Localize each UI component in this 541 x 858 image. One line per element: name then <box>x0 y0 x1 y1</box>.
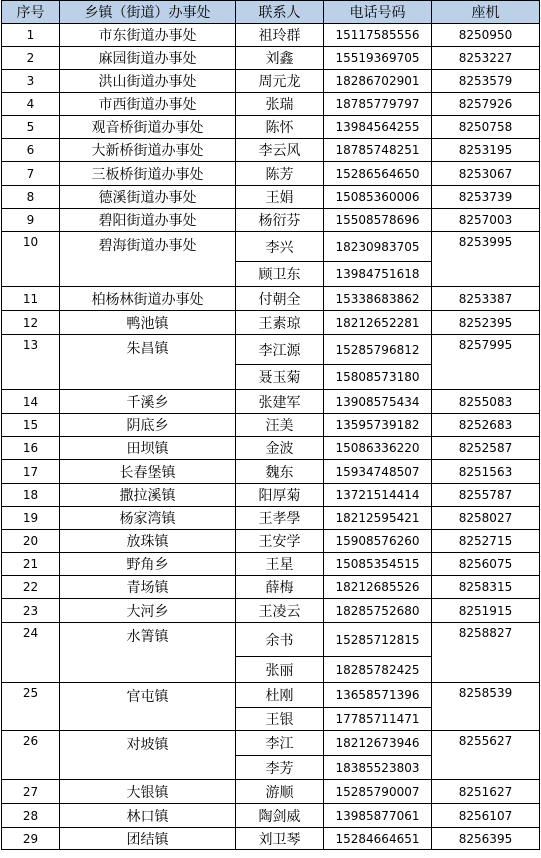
contact-phone: 18212673946 <box>324 731 432 756</box>
table-row <box>2 437 540 460</box>
contact-name: 顾卫东 <box>236 262 324 287</box>
office-name: 麻园街道办事处 <box>60 47 236 70</box>
contact-phone: 13985877061 <box>324 804 432 828</box>
office-name: 碧海街道办事处 <box>60 232 236 287</box>
table-row <box>2 70 540 93</box>
contact-name: 李江源 <box>236 335 324 365</box>
table-row <box>2 116 540 139</box>
office-name: 田坝镇 <box>60 437 236 460</box>
landline: 8250950 <box>432 24 540 47</box>
table-row <box>2 162 540 186</box>
table-row <box>2 507 540 530</box>
table-row <box>2 209 540 232</box>
contact-name: 阳厚菊 <box>236 484 324 507</box>
landline: 8251563 <box>432 460 540 484</box>
office-name: 鸭池镇 <box>60 311 236 335</box>
header-row <box>2 1 540 24</box>
landline: 8253995 <box>432 232 540 287</box>
row-number: 24 <box>2 623 60 683</box>
table-row <box>2 780 540 804</box>
contact-name: 李兴 <box>236 232 324 262</box>
contact-phone: 15117585556 <box>324 24 432 47</box>
office-name: 千溪乡 <box>60 390 236 414</box>
contact-phone: 13908575434 <box>324 390 432 414</box>
contact-name: 汪美 <box>236 414 324 437</box>
table-row <box>2 139 540 162</box>
office-name: 朱昌镇 <box>60 335 236 390</box>
contact-phone: 15085354515 <box>324 553 432 576</box>
row-number: 25 <box>2 683 60 731</box>
office-name: 观音桥街道办事处 <box>60 116 236 139</box>
contact-phone: 15519369705 <box>324 47 432 70</box>
row-number: 3 <box>2 70 60 93</box>
office-name: 撒拉溪镇 <box>60 484 236 507</box>
office-name: 对坡镇 <box>60 731 236 780</box>
table-row <box>2 804 540 828</box>
contact-name: 聂玉菊 <box>236 365 324 390</box>
contact-phone: 15285790007 <box>324 780 432 804</box>
landline: 8252683 <box>432 414 540 437</box>
contact-phone: 15286564650 <box>324 162 432 186</box>
contact-phone: 15285712815 <box>324 623 432 657</box>
office-name: 柏杨林街道办事处 <box>60 287 236 311</box>
table-row <box>2 599 540 623</box>
header-phone: 电话号码 <box>324 1 432 24</box>
office-name: 杨家湾镇 <box>60 507 236 530</box>
contact-name: 刘卫琴 <box>236 828 324 850</box>
row-number: 5 <box>2 116 60 139</box>
contact-phone: 15508578696 <box>324 209 432 232</box>
row-number: 17 <box>2 460 60 484</box>
contact-name: 王凌云 <box>236 599 324 623</box>
contact-phone: 13984751618 <box>324 262 432 287</box>
contact-phone: 15808573180 <box>324 365 432 390</box>
contact-name: 陈芳 <box>236 162 324 186</box>
contact-name: 游顺 <box>236 780 324 804</box>
row-number: 23 <box>2 599 60 623</box>
landline: 8252395 <box>432 311 540 335</box>
contact-name: 王星 <box>236 553 324 576</box>
contact-phone: 18286702901 <box>324 70 432 93</box>
contact-phone: 18785748251 <box>324 139 432 162</box>
office-name: 水箐镇 <box>60 623 236 683</box>
office-name: 德溪街道办事处 <box>60 186 236 209</box>
table-row <box>2 232 540 262</box>
landline: 8253387 <box>432 287 540 311</box>
contact-name: 李云风 <box>236 139 324 162</box>
row-number: 11 <box>2 287 60 311</box>
row-number: 14 <box>2 390 60 414</box>
table-row <box>2 553 540 576</box>
header-no: 序号 <box>2 1 60 24</box>
contact-name: 余书 <box>236 623 324 657</box>
landline: 8256107 <box>432 804 540 828</box>
table-row <box>2 186 540 209</box>
row-number: 6 <box>2 139 60 162</box>
landline: 8251915 <box>432 599 540 623</box>
contact-name: 张建军 <box>236 390 324 414</box>
contact-phone: 13984564255 <box>324 116 432 139</box>
landline: 8257995 <box>432 335 540 390</box>
contact-name: 祖玲群 <box>236 24 324 47</box>
contact-phone: 13595739182 <box>324 414 432 437</box>
contact-name: 王素琼 <box>236 311 324 335</box>
contact-name: 魏东 <box>236 460 324 484</box>
table-body <box>2 24 540 850</box>
landline: 8250758 <box>432 116 540 139</box>
table-row <box>2 530 540 553</box>
landline: 8253227 <box>432 47 540 70</box>
contact-name: 王娟 <box>236 186 324 209</box>
landline: 8256395 <box>432 828 540 850</box>
row-number: 12 <box>2 311 60 335</box>
contact-name: 杜刚 <box>236 683 324 708</box>
contact-phone: 15908576260 <box>324 530 432 553</box>
row-number: 4 <box>2 93 60 116</box>
row-number: 10 <box>2 232 60 287</box>
office-name: 阴底乡 <box>60 414 236 437</box>
office-name: 大银镇 <box>60 780 236 804</box>
landline: 8253579 <box>432 70 540 93</box>
office-name: 青场镇 <box>60 576 236 599</box>
row-number: 22 <box>2 576 60 599</box>
landline: 8252587 <box>432 437 540 460</box>
landline: 8251627 <box>432 780 540 804</box>
landline: 8255083 <box>432 390 540 414</box>
row-number: 29 <box>2 828 60 850</box>
row-number: 16 <box>2 437 60 460</box>
contact-phone: 18230983705 <box>324 232 432 262</box>
table-row <box>2 47 540 70</box>
contact-name: 陈怀 <box>236 116 324 139</box>
contact-name: 薛梅 <box>236 576 324 599</box>
landline: 8253067 <box>432 162 540 186</box>
office-name: 市西街道办事处 <box>60 93 236 116</box>
contact-name: 杨衍芬 <box>236 209 324 232</box>
table-row <box>2 311 540 335</box>
row-number: 1 <box>2 24 60 47</box>
contact-name: 刘鑫 <box>236 47 324 70</box>
contact-phone: 15284664651 <box>324 828 432 850</box>
row-number: 9 <box>2 209 60 232</box>
row-number: 20 <box>2 530 60 553</box>
contacts-table <box>1 0 540 850</box>
landline: 8257003 <box>432 209 540 232</box>
office-name: 林口镇 <box>60 804 236 828</box>
contact-name: 金波 <box>236 437 324 460</box>
office-name: 大河乡 <box>60 599 236 623</box>
contact-phone: 13721514414 <box>324 484 432 507</box>
table-row <box>2 683 540 708</box>
contact-phone: 15934748507 <box>324 460 432 484</box>
row-number: 13 <box>2 335 60 390</box>
office-name: 碧阳街道办事处 <box>60 209 236 232</box>
table-row <box>2 460 540 484</box>
contact-phone: 18285752680 <box>324 599 432 623</box>
contact-name: 付朝全 <box>236 287 324 311</box>
header-landline: 座机 <box>432 1 540 24</box>
contact-phone: 15085360006 <box>324 186 432 209</box>
contact-phone: 17785711471 <box>324 708 432 731</box>
contact-phone: 15338683862 <box>324 287 432 311</box>
row-number: 2 <box>2 47 60 70</box>
contact-name: 王安学 <box>236 530 324 553</box>
office-name: 洪山街道办事处 <box>60 70 236 93</box>
table-row <box>2 414 540 437</box>
contact-name: 周元龙 <box>236 70 324 93</box>
contact-name: 李芳 <box>236 756 324 780</box>
table-row <box>2 731 540 756</box>
contact-name: 张瑞 <box>236 93 324 116</box>
row-number: 8 <box>2 186 60 209</box>
header-office: 乡镇（街道）办事处 <box>60 1 236 24</box>
row-number: 18 <box>2 484 60 507</box>
contact-phone: 18212685526 <box>324 576 432 599</box>
landline: 8253739 <box>432 186 540 209</box>
contact-phone: 18385523803 <box>324 756 432 780</box>
office-name: 团结镇 <box>60 828 236 850</box>
office-name: 市东街道办事处 <box>60 24 236 47</box>
row-number: 21 <box>2 553 60 576</box>
row-number: 19 <box>2 507 60 530</box>
table-row <box>2 335 540 365</box>
office-name: 长春堡镇 <box>60 460 236 484</box>
table-row <box>2 390 540 414</box>
row-number: 26 <box>2 731 60 780</box>
contact-name: 陶剑威 <box>236 804 324 828</box>
landline: 8258539 <box>432 683 540 731</box>
contact-phone: 18785779797 <box>324 93 432 116</box>
contact-name: 张丽 <box>236 657 324 683</box>
contact-name: 李江 <box>236 731 324 756</box>
table-row <box>2 93 540 116</box>
contact-name: 王银 <box>236 708 324 731</box>
contact-phone: 13658571396 <box>324 683 432 708</box>
table-row <box>2 287 540 311</box>
contact-phone: 18212652281 <box>324 311 432 335</box>
landline: 8255627 <box>432 731 540 780</box>
contact-name: 王孝學 <box>236 507 324 530</box>
table-row <box>2 576 540 599</box>
row-number: 27 <box>2 780 60 804</box>
table-row <box>2 484 540 507</box>
contact-phone: 18212595421 <box>324 507 432 530</box>
office-name: 官屯镇 <box>60 683 236 731</box>
office-name: 大新桥街道办事处 <box>60 139 236 162</box>
office-name: 三板桥街道办事处 <box>60 162 236 186</box>
landline: 8252715 <box>432 530 540 553</box>
row-number: 7 <box>2 162 60 186</box>
landline: 8258315 <box>432 576 540 599</box>
office-name: 野角乡 <box>60 553 236 576</box>
row-number: 15 <box>2 414 60 437</box>
header-person: 联系人 <box>236 1 324 24</box>
landline: 8256075 <box>432 553 540 576</box>
landline: 8258827 <box>432 623 540 683</box>
row-number: 28 <box>2 804 60 828</box>
landline: 8257926 <box>432 93 540 116</box>
office-name: 放珠镇 <box>60 530 236 553</box>
landline: 8258027 <box>432 507 540 530</box>
landline: 8255787 <box>432 484 540 507</box>
contact-phone: 18285782425 <box>324 657 432 683</box>
contact-phone: 15285796812 <box>324 335 432 365</box>
table-row <box>2 828 540 850</box>
table-row <box>2 623 540 657</box>
table-row <box>2 24 540 47</box>
landline: 8253195 <box>432 139 540 162</box>
contact-phone: 15086336220 <box>324 437 432 460</box>
